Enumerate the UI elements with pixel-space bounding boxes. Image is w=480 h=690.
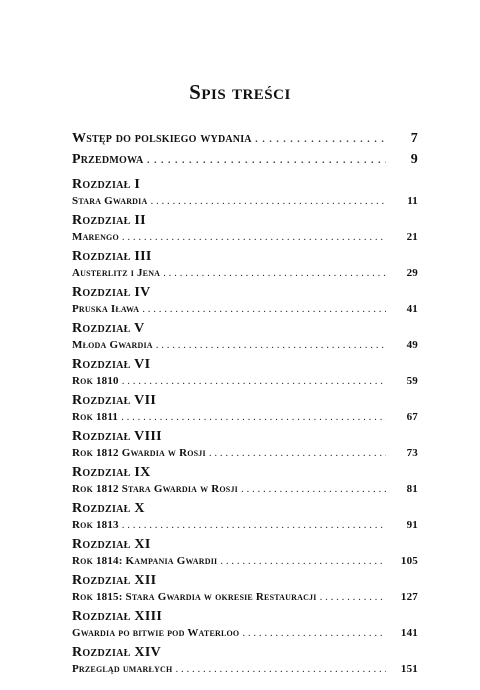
- leader-dots: [122, 517, 386, 533]
- chapter-heading: Rozdział III: [72, 249, 152, 264]
- chapter-title: Marengo: [72, 231, 119, 243]
- chapter-title-line: [72, 445, 418, 461]
- chapter-title-line: [72, 193, 418, 209]
- chapter-title-line: [72, 373, 418, 389]
- chapter-title-line: [72, 409, 418, 425]
- toc-chapter-entry[interactable]: [72, 392, 418, 425]
- leader-dots: [122, 229, 386, 245]
- chapter-page: 81: [406, 483, 418, 495]
- leader-dots: [156, 337, 386, 353]
- toc-chapter-entry[interactable]: [72, 428, 418, 461]
- chapter-page: 59: [406, 375, 418, 387]
- chapter-page: 151: [400, 663, 418, 675]
- chapter-title: Rok 1811: [72, 411, 119, 423]
- chapter-heading: Rozdział V: [72, 321, 145, 336]
- toc-entry-page: 7: [410, 131, 418, 146]
- toc-chapter-entry[interactable]: [72, 212, 418, 245]
- chapter-title: Pruska Iława: [72, 303, 140, 315]
- chapter-heading: Rozdział XIII: [72, 609, 163, 624]
- chapter-title: Rok 1812 Gwardia w Rosji: [72, 447, 206, 459]
- chapter-page: 49: [406, 339, 418, 351]
- chapter-title: Przegląd umarłych: [72, 663, 173, 675]
- chapter-heading: Rozdział IX: [72, 465, 151, 480]
- chapter-heading: Rozdział IV: [72, 285, 151, 300]
- chapter-heading: Rozdział VII: [72, 393, 157, 408]
- leader-dots: [150, 193, 386, 209]
- chapter-page: 41: [406, 303, 418, 315]
- chapter-heading: Rozdział II: [72, 213, 146, 228]
- leader-dots: [255, 128, 386, 149]
- leader-dots: [146, 149, 386, 170]
- chapter-title: Rok 1813: [72, 519, 119, 531]
- leader-dots: [175, 661, 386, 677]
- chapter-title-line: [72, 481, 418, 497]
- chapter-title: Gwardia po bitwie pod Waterloo: [72, 627, 240, 639]
- chapter-title-line: [72, 265, 418, 281]
- leader-dots: [163, 265, 386, 281]
- chapter-heading: Rozdział XII: [72, 573, 157, 588]
- leader-dots: [242, 625, 386, 641]
- leader-dots: [121, 409, 386, 425]
- toc-chapter-entry[interactable]: [72, 248, 418, 281]
- table-of-contents: [72, 128, 418, 680]
- toc-entry-preface[interactable]: [72, 149, 418, 170]
- toc-chapter-entry[interactable]: [72, 176, 418, 209]
- chapter-title: Rok 1812 Stara Gwardia w Rosji: [72, 483, 238, 495]
- chapter-page: 141: [400, 627, 418, 639]
- chapter-page: 29: [406, 267, 418, 279]
- toc-chapter-entry[interactable]: [72, 320, 418, 353]
- toc-chapter-entry[interactable]: [72, 500, 418, 533]
- chapter-title-line: [72, 625, 418, 641]
- toc-chapter-entry[interactable]: [72, 464, 418, 497]
- chapter-heading: Rozdział I: [72, 177, 141, 192]
- toc-chapter-entry[interactable]: [72, 572, 418, 605]
- toc-entry-page: 9: [410, 152, 418, 167]
- chapter-title: Rok 1810: [72, 375, 119, 387]
- leader-dots: [142, 301, 386, 317]
- chapter-heading: Rozdział XI: [72, 537, 151, 552]
- chapter-page: 91: [406, 519, 418, 531]
- chapter-heading: Rozdział X: [72, 501, 145, 516]
- chapter-title-line: [72, 553, 418, 569]
- chapter-title-line: [72, 229, 418, 245]
- chapter-page: 127: [400, 591, 418, 603]
- chapter-page: 67: [406, 411, 418, 423]
- toc-chapter-entry[interactable]: [72, 284, 418, 317]
- chapter-title: Młoda Gwardia: [72, 339, 153, 351]
- toc-chapter-entry[interactable]: [72, 644, 418, 677]
- chapter-title-line: [72, 301, 418, 317]
- toc-chapter-entry[interactable]: [72, 536, 418, 569]
- chapter-title: Rok 1815: Stara Gwardia w okresie Restauracji: [72, 591, 317, 603]
- leader-dots: [241, 481, 386, 497]
- chapter-title: Rok 1814: Kampania Gwardii: [72, 555, 218, 567]
- chapter-title-line: [72, 337, 418, 353]
- chapter-title-line: [72, 661, 418, 677]
- chapter-title: Stara Gwardia: [72, 195, 148, 207]
- toc-chapter-entry[interactable]: [72, 356, 418, 389]
- chapter-title: Austerlitz i Jena: [72, 267, 161, 279]
- chapter-heading: Rozdział VIII: [72, 429, 162, 444]
- chapter-page: 73: [406, 447, 418, 459]
- chapter-heading: Rozdział XIV: [72, 645, 162, 660]
- toc-entry-introduction[interactable]: [72, 128, 418, 149]
- leader-dots: [209, 445, 386, 461]
- chapter-title-line: [72, 517, 418, 533]
- chapter-page: 105: [400, 555, 418, 567]
- leader-dots: [220, 553, 386, 569]
- chapter-heading: Rozdział VI: [72, 357, 151, 372]
- leader-dots: [320, 589, 386, 605]
- toc-chapter-entry[interactable]: [72, 608, 418, 641]
- leader-dots: [122, 373, 386, 389]
- chapter-page: 21: [406, 231, 418, 243]
- chapter-title-line: [72, 589, 418, 605]
- chapter-list: [72, 176, 418, 677]
- toc-entry-label: Przedmowa: [72, 152, 144, 167]
- toc-entry-label: Wstęp do polskiego wydania: [72, 131, 252, 146]
- chapter-page: 11: [407, 195, 418, 207]
- page-title: Spis treści: [189, 80, 291, 104]
